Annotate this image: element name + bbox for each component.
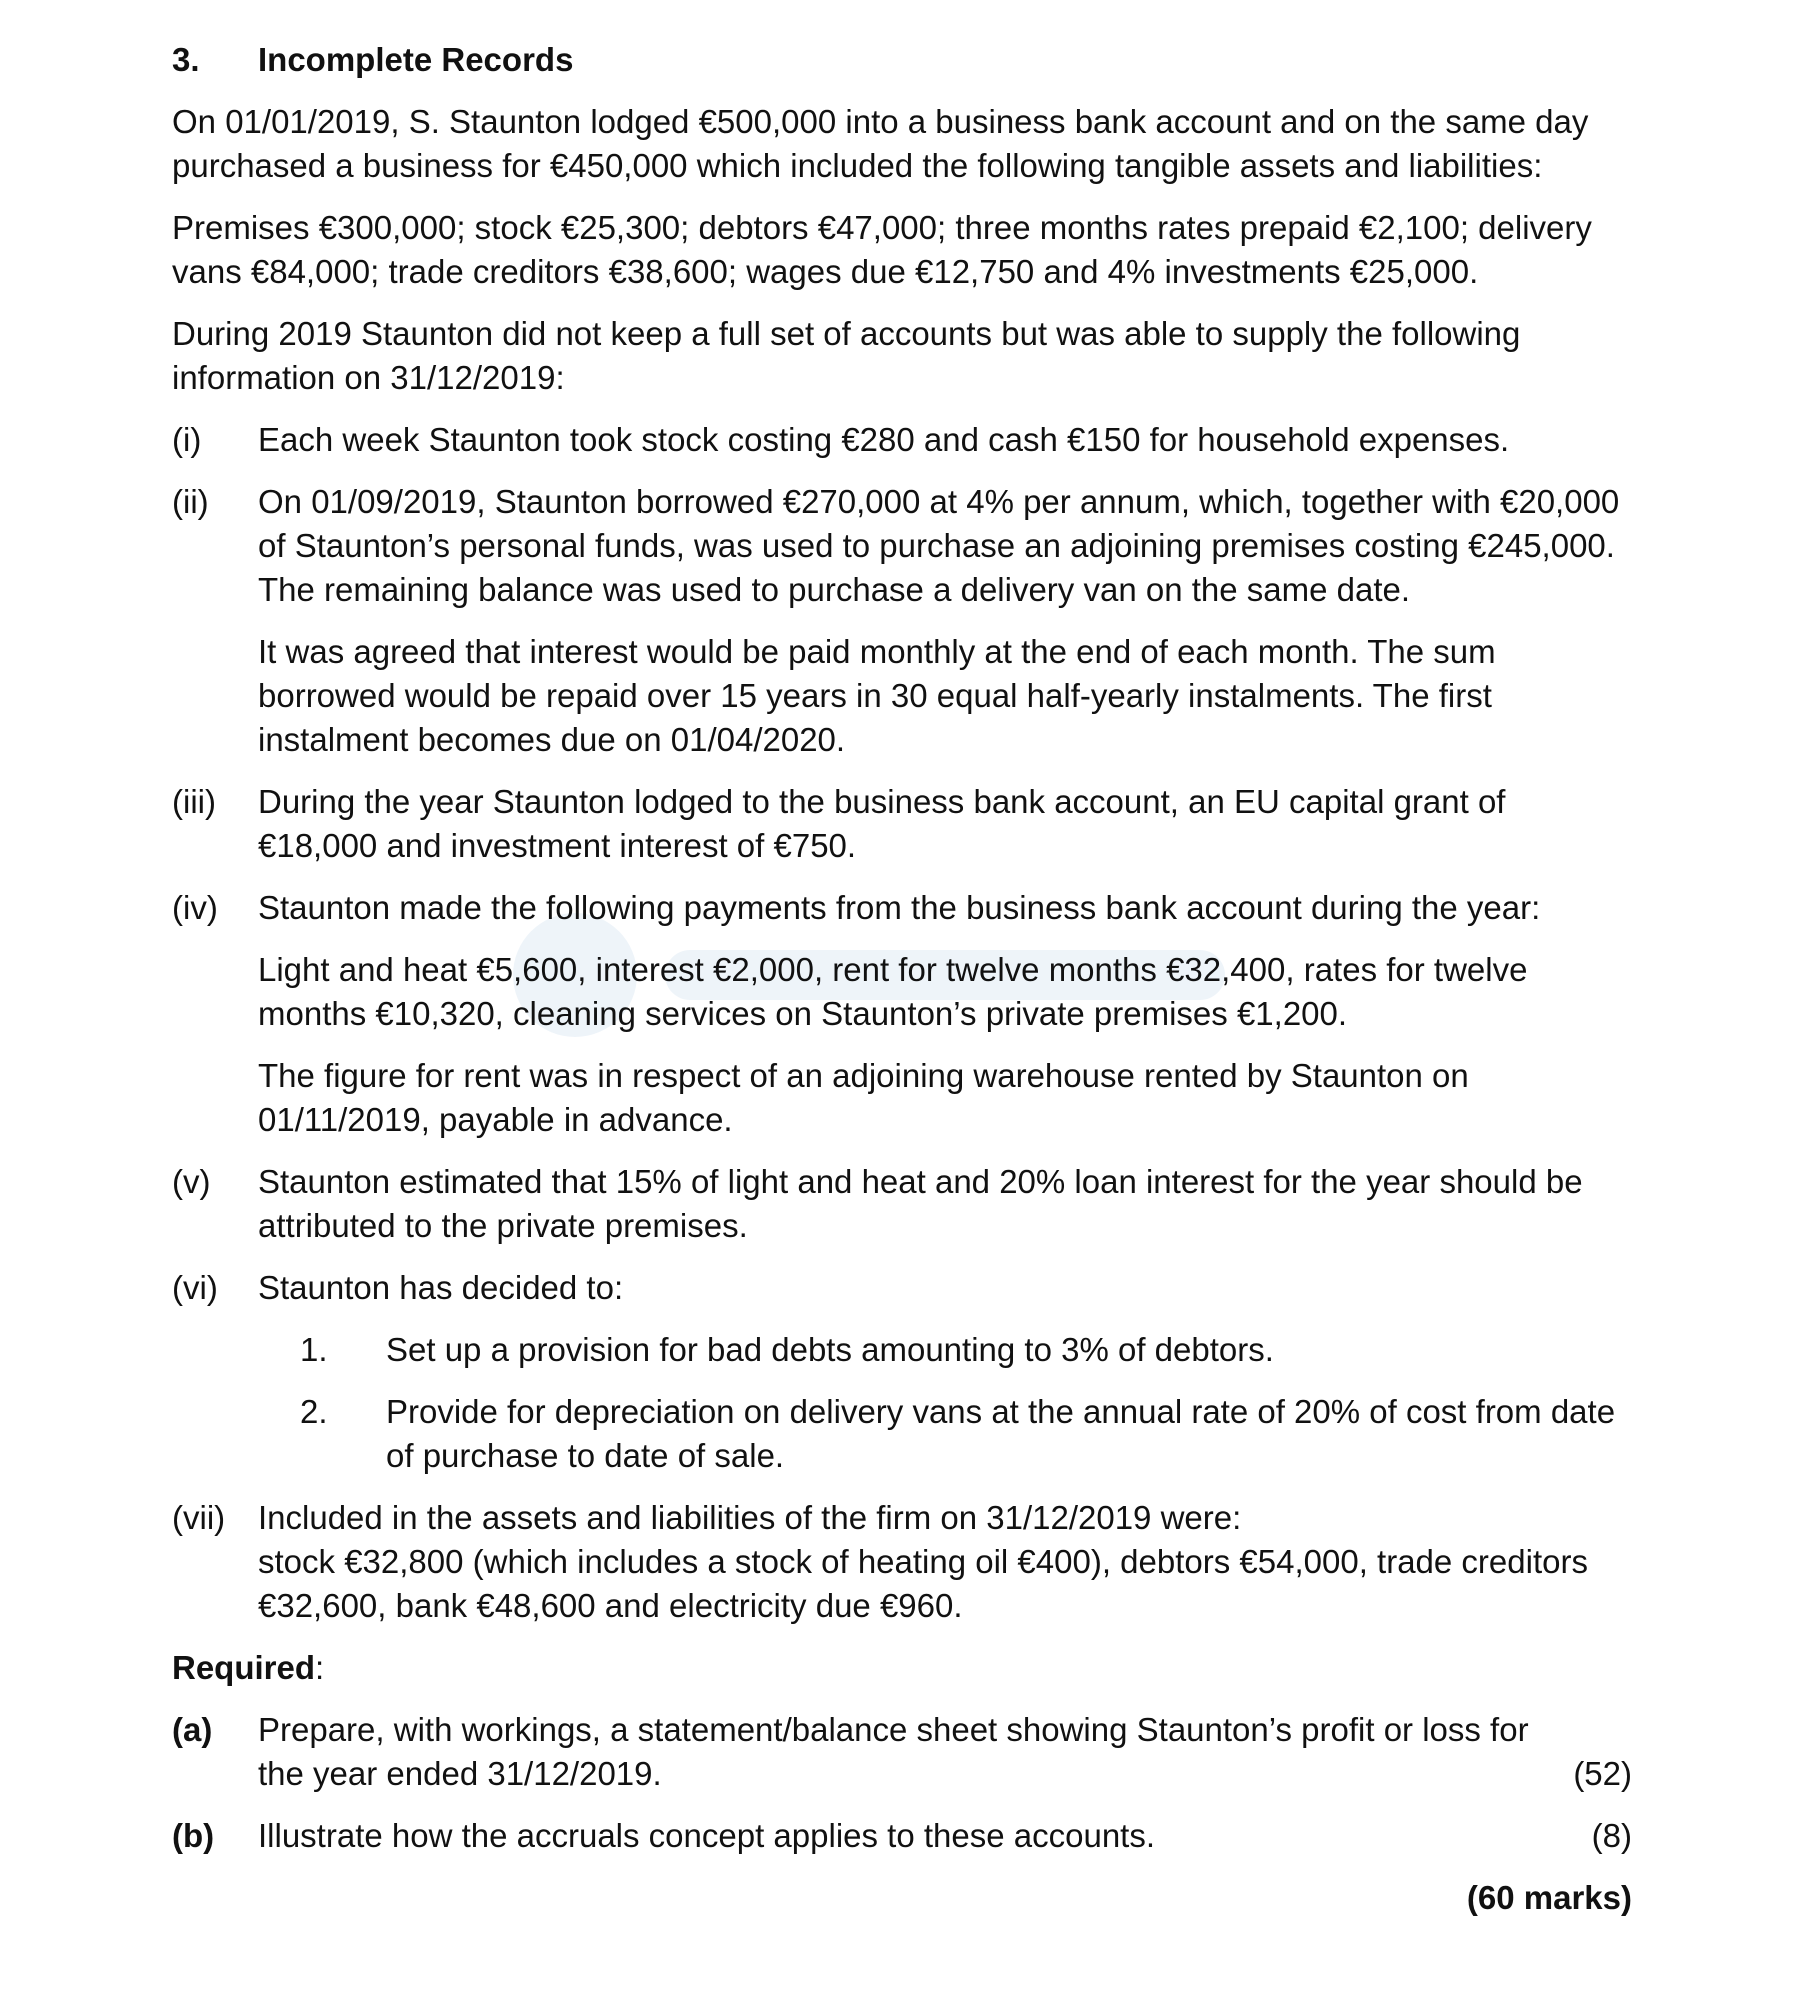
part-marks: (8) <box>1591 1817 1632 1854</box>
item-text: The figure for rent was in respect of an adjoining warehouse rented by Staunton on 01/11/2019, payable in advance. <box>258 1057 1469 1138</box>
required-label: Required <box>172 1649 316 1686</box>
required-heading <box>172 1646 1632 1690</box>
item-text: Staunton estimated that 15% of light and heat and 20% loan interest for the year should be attributed to the private premises. <box>258 1163 1583 1244</box>
question-number: 3. <box>172 41 200 78</box>
item-vii <box>172 1496 1632 1628</box>
intro-paragraph: On 01/01/2019, S. Staunton lodged €500,000 into a business bank account and on the same day purchased a business for €450,000 which included the following tangible assets and liabilities: <box>172 103 1589 184</box>
sub-item-text: Provide for depreciation on delivery vans at the annual rate of 20% of cost from date of purchase to date of sale. <box>386 1393 1616 1474</box>
item-text: Light and heat €5,600, interest €2,000, rent for twelve months €32,400, rates for twelve months €10,320, cleaning services on Staunton’s private premises €1,200. <box>258 951 1528 1032</box>
item-label: (iv) <box>172 889 218 926</box>
item-iii <box>172 780 1632 868</box>
part-a <box>172 1708 1632 1796</box>
part-text: Illustrate how the accruals concept applies to these accounts. <box>258 1817 1156 1854</box>
item-text: Each week Staunton took stock costing €280 and cash €150 for household expenses. <box>258 421 1510 458</box>
question-title: Incomplete Records <box>258 41 574 78</box>
item-label: (iii) <box>172 783 216 820</box>
item-label: (ii) <box>172 483 209 520</box>
question-page <box>172 38 1632 1920</box>
sub-item-number: 1. <box>300 1331 328 1368</box>
item-text: stock €32,800 (which includes a stock of heating oil €400), debtors €54,000, trade creditors €32,600, bank €48,600 and electricity due €960. <box>258 1543 1588 1624</box>
item-vi <box>172 1266 1632 1478</box>
part-label: (b) <box>172 1817 215 1854</box>
item-text: Included in the assets and liabilities of the firm on 31/12/2019 were: <box>258 1499 1242 1536</box>
part-text: Prepare, with workings, a statement/balance sheet showing Staunton’s profit or loss for the year ended 31/12/2019. <box>258 1711 1529 1792</box>
item-label: (vi) <box>172 1269 218 1306</box>
item-v <box>172 1160 1632 1248</box>
item-iv <box>172 886 1632 1142</box>
item-ii <box>172 480 1632 762</box>
part-label: (a) <box>172 1711 213 1748</box>
question-heading <box>172 38 1632 82</box>
item-label: (v) <box>172 1163 211 1200</box>
part-b <box>172 1814 1632 1858</box>
intro-paragraph: During 2019 Staunton did not keep a full set of accounts but was able to supply the following information on 31/12/2019: <box>172 315 1521 396</box>
item-i <box>172 418 1632 462</box>
sub-item-number: 2. <box>300 1393 328 1430</box>
total-marks: (60 marks) <box>1466 1879 1632 1916</box>
item-text: During the year Staunton lodged to the business bank account, an EU capital grant of €18,000 and investment interest of €750. <box>258 783 1506 864</box>
item-text: It was agreed that interest would be paid monthly at the end of each month. The sum borrowed would be repaid over 15 years in 30 equal half-yearly instalments. The first instalment becomes due on 01/04/2020. <box>258 633 1496 758</box>
required-colon: : <box>315 1649 325 1686</box>
sub-item-text: Set up a provision for bad debts amounting to 3% of debtors. <box>386 1331 1274 1368</box>
item-text: Staunton made the following payments from the business bank account during the year: <box>258 889 1541 926</box>
sub-item <box>300 1390 1632 1478</box>
item-text: On 01/09/2019, Staunton borrowed €270,000 at 4% per annum, which, together with €20,000 of Staunton’s personal funds, was used to purchase an adjoining premises costing €245,000. The remaining balance was used to purchase a delivery van on the same date. <box>258 483 1620 608</box>
intro-paragraph: Premises €300,000; stock €25,300; debtors €47,000; three months rates prepaid €2,100; delivery vans €84,000; trade creditors €38,600; wages due €12,750 and 4% investments €25,000. <box>172 209 1592 290</box>
item-label: (i) <box>172 421 202 458</box>
sub-item <box>300 1328 1632 1372</box>
item-text: Staunton has decided to: <box>258 1269 624 1306</box>
item-label: (vii) <box>172 1499 226 1536</box>
part-marks: (52) <box>1573 1755 1632 1792</box>
